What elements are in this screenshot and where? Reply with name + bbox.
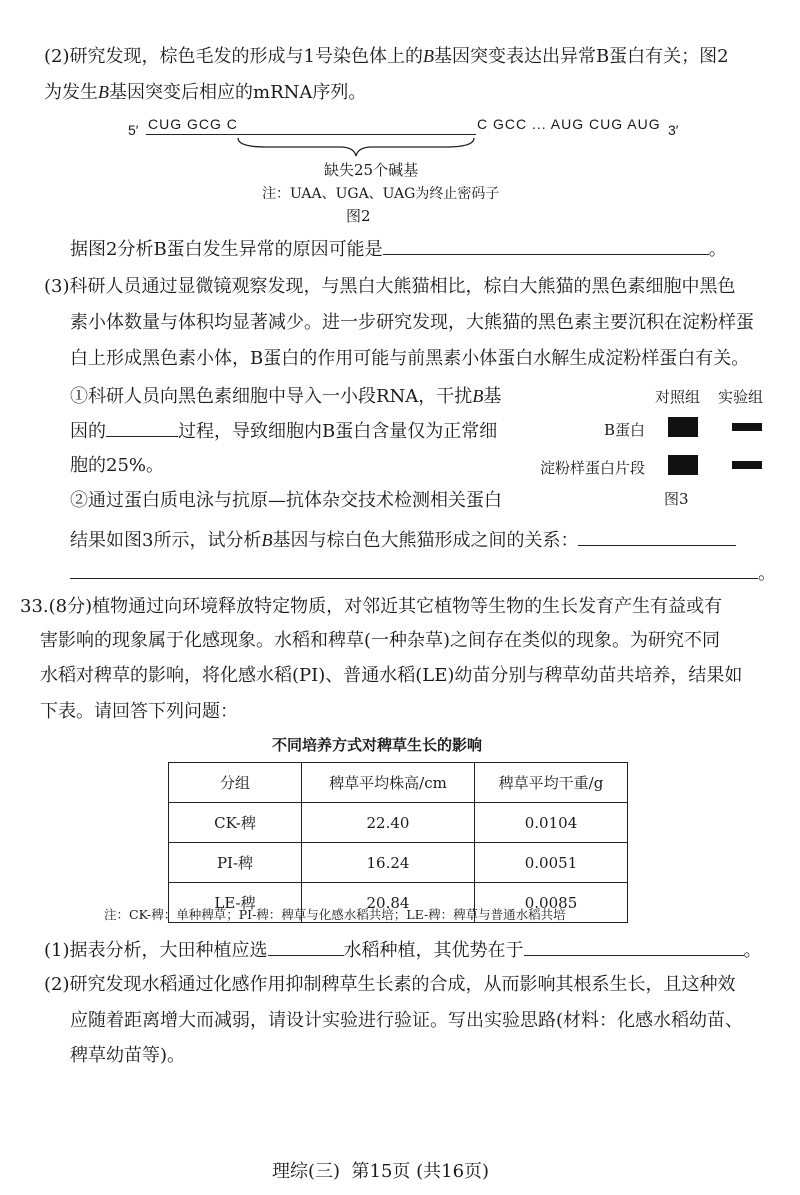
q32-p2-line2: 为发生B基因突变后相应的mRNA序列。	[44, 82, 367, 103]
gel-band-amyloid-control	[668, 455, 698, 475]
answer-blank-3[interactable]	[578, 527, 736, 546]
gel-band-amyloid-exp	[732, 461, 762, 469]
table-header: 稗草平均干重/g	[475, 763, 628, 803]
results-table	[168, 762, 628, 923]
q32-p3-line3: 白上形成黑色素小体，B蛋白的作用可能与前黑素小体蛋白水解生成淀粉样蛋白有关。	[70, 348, 750, 369]
fig3-row-b: B蛋白	[604, 421, 646, 439]
q32-p2-question: 据图2分析B蛋白发生异常的原因可能是 。	[70, 236, 727, 262]
q33-sub2-line2: 应随着距离增大而减弱，请设计实验进行验证。写出实验思路(材料：化感水稻幼苗、	[70, 1010, 744, 1031]
table-cell: PI-稗	[169, 843, 302, 883]
table-cell: CK-稗	[169, 803, 302, 843]
q33-sub2-line3: 稗草幼苗等)。	[70, 1045, 186, 1066]
q32-p3-line1: (3)科研人员通过显微镜观察发现，与黑白大熊猫相比，棕白大熊猫的黑色素细胞中黑色	[44, 276, 736, 297]
answer-blank-1[interactable]	[383, 236, 709, 255]
answer-blank-2[interactable]	[106, 418, 178, 437]
table-row	[169, 803, 628, 843]
table-header: 稗草平均株高/cm	[302, 763, 475, 803]
page-footer: 理综(三) 第15页 (共16页)	[272, 1161, 490, 1182]
q32-p3-line2: 素小体数量与体积均显著减少。进一步研究发现，大熊猫的黑色素主要沉积在淀粉样蛋	[70, 312, 754, 333]
seq-left: CUG GCG C	[148, 116, 238, 132]
seq-underline	[146, 134, 476, 135]
q33-line2: 害影响的现象属于化感现象。水稻和稗草(一种杂草)之间存在类似的现象。为研究不同	[40, 630, 721, 651]
q32-p3-sub1-line1: ①科研人员向黑色素细胞中导入一小段RNA，干扰B基	[70, 386, 502, 407]
q33-line4: 下表。请回答下列问题：	[40, 701, 238, 722]
table-header-row	[169, 763, 628, 803]
gene-b: B	[422, 46, 434, 66]
q32-p3-sub2-line3: 。	[70, 560, 776, 586]
table-cell: 20.84	[302, 883, 475, 923]
answer-blank-6[interactable]	[524, 937, 744, 956]
table-cell: 0.0051	[475, 843, 628, 883]
deletion-label: 缺失25个碱基	[324, 161, 419, 179]
table-cell: 16.24	[302, 843, 475, 883]
table-cell: 22.40	[302, 803, 475, 843]
fig3-col-exp: 实验组	[718, 388, 764, 406]
q33-line3: 水稻对稗草的影响，将化感水稻(PI)、普通水稻(LE)幼苗分别与稗草幼苗共培养，结果如	[40, 665, 743, 686]
fig2-note: 注：UAA、UGA、UAG为终止密码子	[262, 186, 500, 202]
table-cell: 0.0104	[475, 803, 628, 843]
q33-sub2-line1: (2)研究发现水稻通过化感作用抑制稗草生长素的合成，从而影响其根系生长，且这种效	[44, 974, 736, 995]
q32-p3-sub2-line1: ②通过蛋白质电泳与抗原—抗体杂交技术检测相关蛋白	[70, 490, 502, 511]
q32-p3-sub1-line3: 胞的25%。	[70, 455, 165, 476]
seq-right: C GCC ... AUG CUG AUG	[477, 116, 661, 132]
seq-3prime: 3′	[668, 122, 679, 138]
answer-blank-4[interactable]	[70, 560, 758, 579]
table-note: 注：CK-稗：单种稗草；PI-稗：稗草与化感水稻共培；LE-稗：稗草与普通水稻共培	[104, 907, 566, 922]
deletion-brace	[236, 136, 476, 158]
fig3-col-control: 对照组	[655, 388, 701, 406]
fig2-title: 图2	[346, 207, 371, 225]
table-cell: 0.0085	[475, 883, 628, 923]
answer-blank-5[interactable]	[268, 937, 344, 956]
seq-5prime: 5′	[128, 122, 139, 138]
q32-p2-line1: (2)研究发现，棕色毛发的形成与1号染色体上的B基因突变表达出异常B蛋白有关；图2	[44, 46, 729, 67]
q32-p3-sub1-line2: 因的 过程，导致细胞内B蛋白含量仅为正常细	[70, 418, 497, 444]
q33-sub1: (1)据表分析，大田种植应选 水稻种植，其优势在于 。	[44, 937, 762, 963]
q33-line1: 33.(8分)植物通过向环境释放特定物质，对邻近其它植物等生物的生长发育产生有益或有	[20, 596, 723, 617]
q32-p3-sub2-line2: 结果如图3所示，试分析B基因与棕白色大熊猫形成之间的关系：	[70, 527, 736, 553]
table-header: 分组	[169, 763, 302, 803]
table-title: 不同培养方式对稗草生长的影响	[272, 736, 483, 754]
fig3-row-amyloid: 淀粉样蛋白片段	[540, 459, 646, 477]
table-row	[169, 843, 628, 883]
gel-band-b-control	[668, 417, 698, 437]
gel-band-b-exp	[732, 423, 762, 431]
fig3-title: 图3	[664, 490, 689, 508]
table-cell: LE-稗	[169, 883, 302, 923]
